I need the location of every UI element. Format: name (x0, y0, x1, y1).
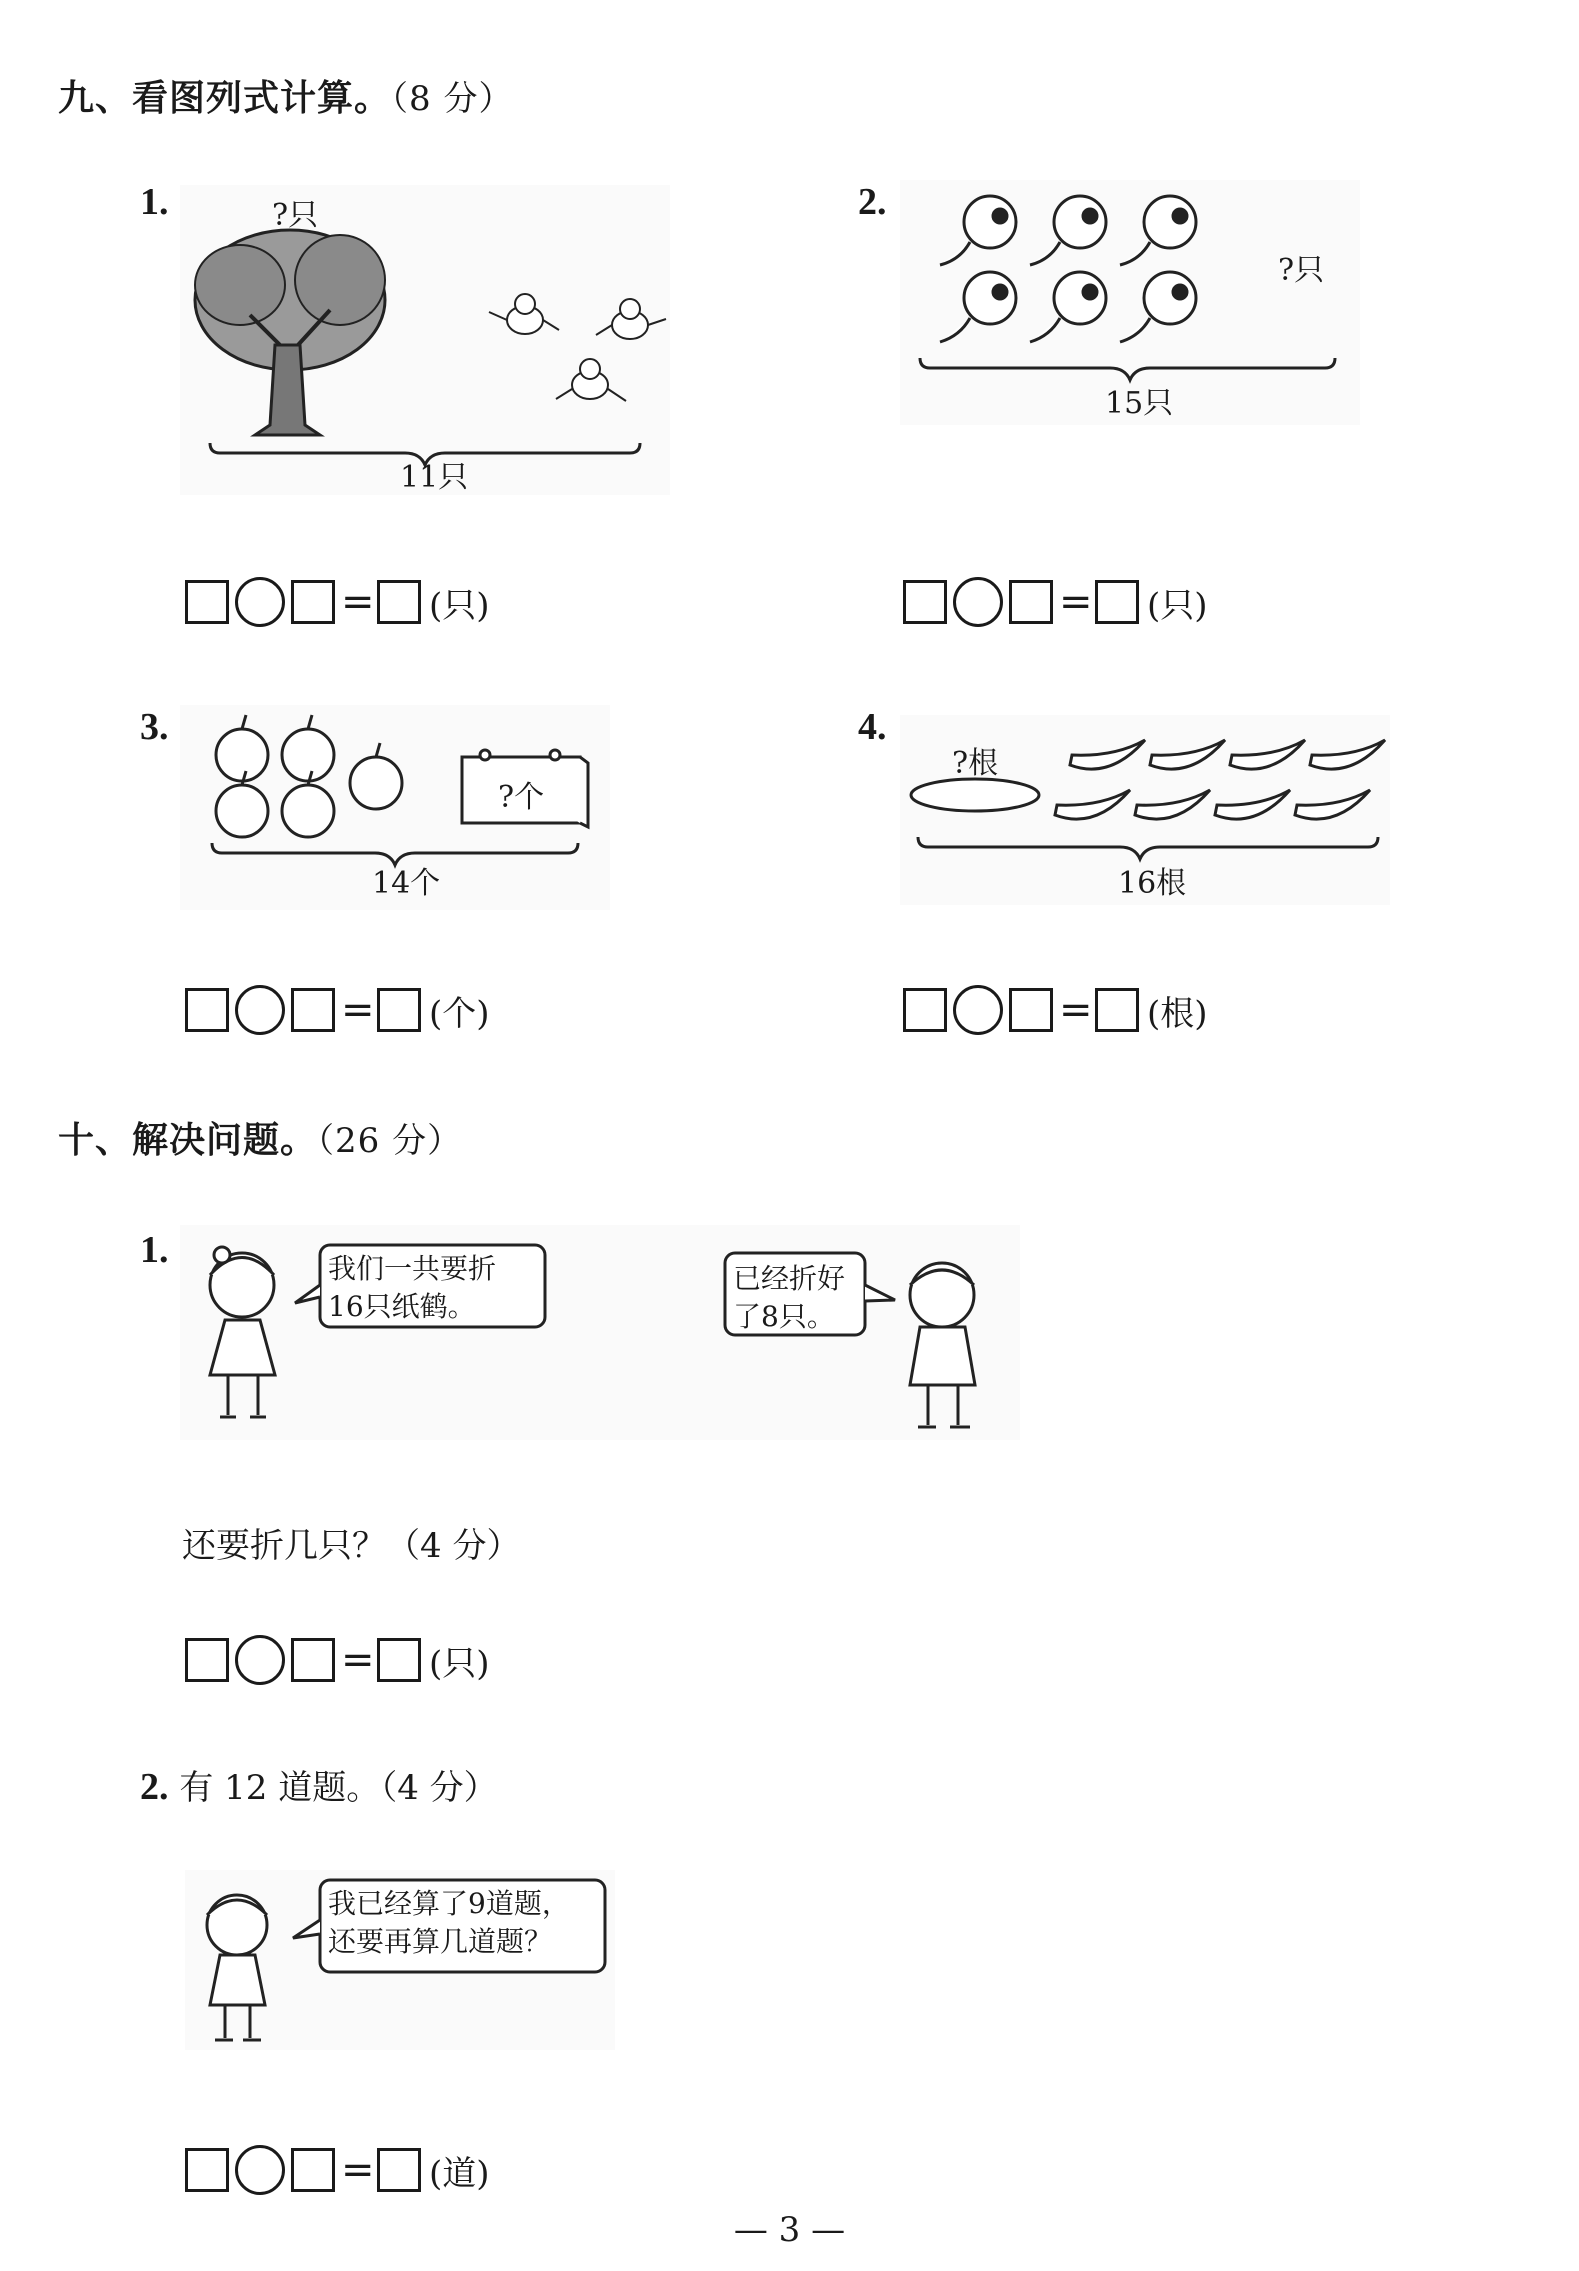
problem2-intro (140, 1760, 498, 1809)
result-box[interactable] (377, 2148, 421, 2192)
equals-sign: = (1059, 579, 1093, 625)
answer-box[interactable] (185, 580, 229, 624)
problem-number: 1. (140, 1229, 169, 1271)
result-box[interactable] (1095, 988, 1139, 1032)
answer-box[interactable] (1009, 988, 1053, 1032)
result-box[interactable] (377, 580, 421, 624)
boy-speech-text (328, 1885, 570, 1961)
boy-speech-text (733, 1260, 845, 1336)
answer-box[interactable] (185, 1638, 229, 1682)
banana-icon (1215, 790, 1290, 819)
problem-number: 3. (140, 706, 169, 748)
boy-speech-line: 我已经算了9道题， (328, 1887, 570, 1920)
result-box[interactable] (377, 1638, 421, 1682)
unknown-label: ?只 (1278, 253, 1325, 288)
equals-sign: = (1059, 987, 1093, 1033)
total-label: 15只 (1105, 386, 1174, 421)
equation-row (185, 1635, 490, 1685)
answer-box[interactable] (903, 580, 947, 624)
boy-speech-line: 了8只。 (733, 1300, 835, 1333)
balloon-icon (940, 272, 1016, 342)
page-number: — 3 — (733, 2210, 846, 2250)
problem-number: 2. (858, 181, 887, 223)
answer-box[interactable] (291, 580, 335, 624)
apple-icon (282, 715, 334, 781)
result-box[interactable] (1095, 580, 1139, 624)
banana-icon (1070, 740, 1145, 769)
banana-icon (1230, 740, 1305, 769)
problem2-intro-text: 有 12 道题。（4 分） (179, 1768, 498, 1808)
girl-icon (210, 1247, 275, 1417)
equation-row (903, 985, 1208, 1035)
balloon-icon (940, 196, 1016, 265)
answer-box[interactable] (1009, 580, 1053, 624)
banana-icon (1295, 790, 1370, 819)
answer-box[interactable] (185, 988, 229, 1032)
question-text: 还要折几只？（4 分） (182, 1526, 521, 1566)
section9-title (58, 70, 513, 121)
unit-label: (只) (429, 1643, 490, 1684)
unit-label: (只) (1147, 585, 1208, 626)
problem-number: 2. (140, 1766, 169, 1808)
unknown-label: ?个 (498, 780, 545, 815)
tree-icon (195, 230, 385, 435)
operator-circle[interactable] (953, 577, 1003, 627)
tree-birds-illustration (180, 185, 670, 495)
banana-icon (1135, 790, 1210, 819)
total-brace (918, 837, 1378, 859)
operator-circle[interactable] (235, 1635, 285, 1685)
girl-speech-line: 我们一共要折 (328, 1252, 497, 1285)
unit-label: (根) (1147, 993, 1208, 1034)
answer-box[interactable] (185, 2148, 229, 2192)
balloon-icon (1030, 272, 1106, 342)
balloon-icon (1030, 196, 1106, 265)
boy-icon (910, 1263, 975, 1427)
equation-row (185, 985, 490, 1035)
balloon-icon (1120, 272, 1196, 342)
answer-box[interactable] (903, 988, 947, 1032)
banana-icon (1150, 740, 1225, 769)
equation-row (185, 2145, 490, 2195)
answer-box[interactable] (291, 1638, 335, 1682)
problem-number: 4. (858, 706, 887, 748)
banana-icon (1310, 740, 1385, 769)
girl-speech-text (328, 1250, 496, 1326)
section10-title (58, 1112, 462, 1163)
banana-icon (1055, 790, 1130, 819)
apple-icon (216, 715, 268, 781)
problem-number: 1. (140, 181, 169, 223)
girl-boy-illustration (180, 1225, 1020, 1440)
boy-icon (207, 1895, 267, 2040)
unit-label: (只) (429, 585, 490, 626)
total-label: 16根 (1118, 866, 1187, 901)
total-label: 14个 (372, 866, 441, 901)
section9-score: （8 分） (391, 79, 514, 119)
unit-label: (个) (429, 993, 490, 1034)
equation-row (185, 577, 490, 627)
boy-speech-line: 已经折好 (733, 1262, 846, 1295)
operator-circle[interactable] (235, 577, 285, 627)
section10-score: （26 分） (317, 1121, 463, 1161)
equals-sign: = (341, 579, 375, 625)
operator-circle[interactable] (235, 2145, 285, 2195)
plate-icon (911, 779, 1039, 811)
apple-icon (282, 771, 334, 837)
bird-icon (489, 294, 559, 334)
operator-circle[interactable] (953, 985, 1003, 1035)
figure-tree-birds (180, 185, 670, 495)
equals-sign: = (341, 2147, 375, 2193)
equals-sign: = (341, 987, 375, 1033)
apple-icon (216, 771, 268, 837)
figure-girl-boy (180, 1225, 1020, 1440)
operator-circle[interactable] (235, 985, 285, 1035)
total-label: 11只 (400, 460, 469, 495)
bird-icon (556, 359, 626, 401)
girl-speech-line: 16只纸鹤。 (328, 1290, 476, 1323)
unit-label: (道) (429, 2153, 490, 2194)
boy-speech-line: 还要再算几道题？ (328, 1925, 553, 1958)
result-box[interactable] (377, 988, 421, 1032)
answer-box[interactable] (291, 2148, 335, 2192)
bird-icon (596, 299, 666, 339)
answer-box[interactable] (291, 988, 335, 1032)
unknown-label: ?只 (272, 198, 319, 233)
equation-row (903, 577, 1208, 627)
balloon-icon (1120, 196, 1196, 265)
total-brace (920, 358, 1335, 380)
section10-title-text: 十、解决问题。 (58, 1120, 318, 1161)
equals-sign: = (341, 1637, 375, 1683)
apple-icon (350, 743, 402, 809)
unknown-label: ?根 (952, 746, 999, 781)
section9-title-text: 九、看图列式计算。 (58, 78, 392, 119)
